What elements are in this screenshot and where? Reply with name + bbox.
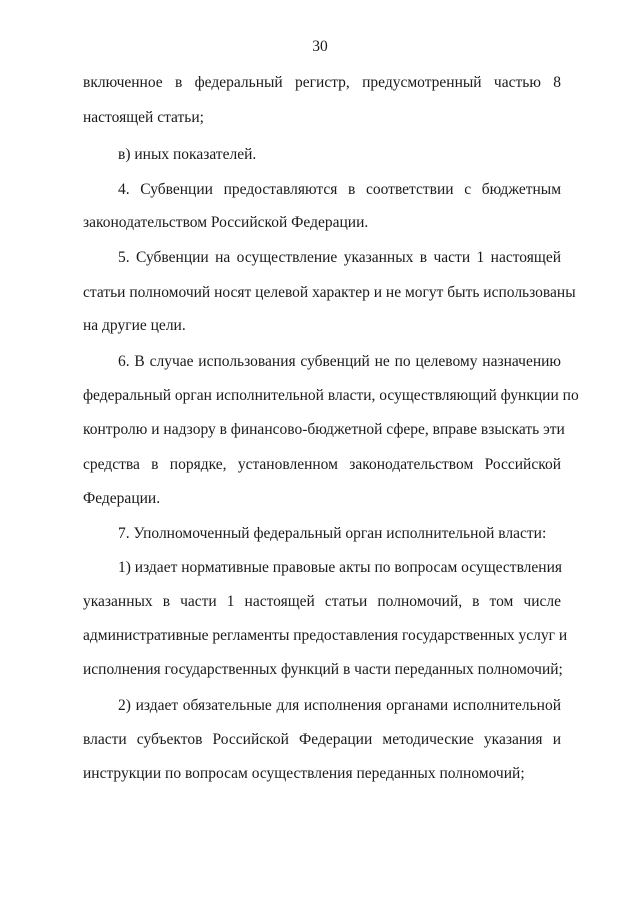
text-line: указанных в части 1 настоящей статьи полномочий, в том числе	[83, 593, 561, 610]
text-line: власти субъектов Российской Федерации методические указания и	[83, 731, 561, 748]
text-line: включенное в федеральный регистр, предусмотренный частью 8	[83, 74, 561, 91]
text-line: федеральный орган исполнительной власти, осуществляющий функции по	[83, 387, 579, 404]
text-line: Федерации.	[83, 490, 161, 507]
text-line: 4. Субвенции предоставляются в соответствии с бюджетным	[118, 181, 561, 198]
text-line: средства в порядке, установленном законодательством Российской	[83, 456, 561, 473]
text-line: настоящей статьи;	[83, 109, 204, 126]
text-line: статьи полномочий носят целевой характер и не могут быть использованы	[83, 284, 576, 301]
text-line: контролю и надзору в финансово-бюджетной сфере, вправе взыскать эти	[83, 421, 565, 438]
text-line: в) иных показателей.	[118, 146, 257, 163]
text-line: на другие цели.	[83, 317, 186, 334]
text-line: 2) издает обязательные для исполнения органами исполнительной	[118, 697, 561, 714]
text-line: 1) издает нормативные правовые акты по вопросам осуществления	[118, 559, 563, 576]
text-line: административные регламенты предоставления государственных услуг и	[83, 627, 568, 644]
text-line: 5. Субвенции на осуществление указанных в части 1 настоящей	[118, 249, 561, 266]
page-number: 30	[312, 38, 328, 55]
text-line: инструкции по вопросам осуществления переданных полномочий;	[83, 765, 525, 782]
text-line: законодательством Российской Федерации.	[83, 214, 369, 231]
text-line: 7. Уполномоченный федеральный орган исполнительной власти:	[118, 525, 547, 542]
text-line: исполнения государственных функций в части переданных полномочий;	[83, 661, 563, 678]
text-line: 6. В случае использования субвенций не по целевому назначению	[118, 353, 561, 370]
